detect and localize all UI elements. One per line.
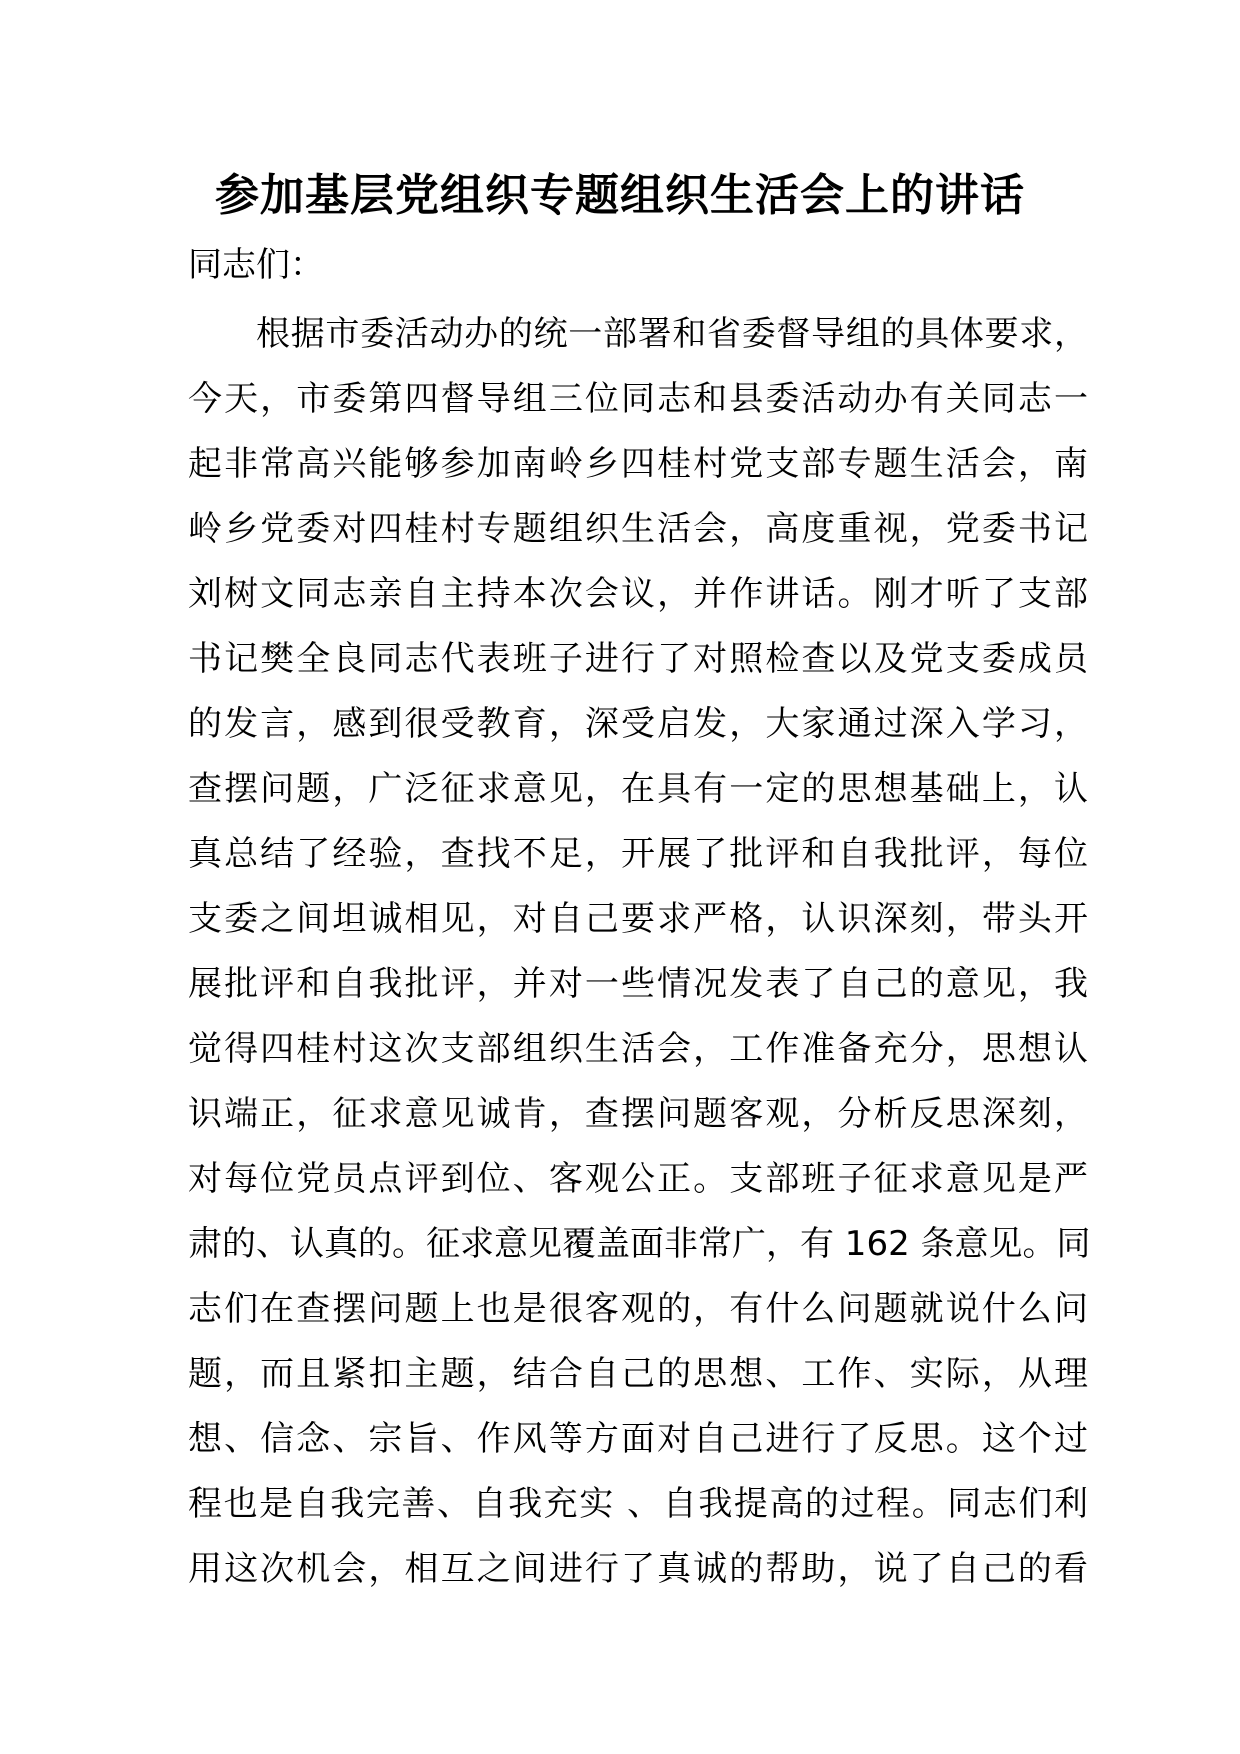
text-line: 起非常高兴能够参加南岭乡四桂村党支部专题生活会，南 [188,444,1088,484]
text-line: 书记樊全良同志代表班子进行了对照检查以及党支委成员 [188,639,1088,679]
text-line: 支委之间坦诚相见，对自己要求严格，认识深刻，带头开 [188,899,1088,939]
text-line: 岭乡党委对四桂村专题组织生活会，高度重视，党委书记 [188,509,1088,549]
body-paragraph [188,302,1091,1602]
text-line: 程也是自我完善、自我充实 、自我提高的过程。同志们利 [188,1484,1088,1524]
text-line: 根据市委活动办的统一部署和省委督导组的具体要求， [256,314,1088,354]
text-line: 今天，市委第四督导组三位同志和县委活动办有关同志一 [188,379,1088,419]
text-line: 题，而且紧扣主题，结合自己的思想、工作、实际，从理 [188,1354,1088,1394]
text-line: 刘树文同志亲自主持本次会议，并作讲话。刚才听了支部 [188,574,1088,614]
text-line: 肃的、认真的。征求意见覆盖面非常广，有 162 条意见。同 [188,1224,1091,1264]
document-title: 参加基层党组织专题组织生活会上的讲话 [215,170,1025,221]
text-line: 想、信念、宗旨、作风等方面对自己进行了反思。这个过 [188,1419,1088,1459]
text-line: 识端正，征求意见诚肯，查摆问题客观，分析反思深刻， [188,1094,1088,1134]
text-line: 查摆问题，广泛征求意见，在具有一定的思想基础上，认 [188,769,1088,809]
text-line: 觉得四桂村这次支部组织生活会，工作准备充分，思想认 [188,1029,1088,1069]
text-line: 志们在查摆问题上也是很客观的，有什么问题就说什么问 [188,1289,1088,1329]
salutation: 同志们： [188,245,324,285]
text-line: 展批评和自我批评，并对一些情况发表了自己的意见，我 [188,964,1088,1004]
text-line: 对每位党员点评到位、客观公正。支部班子征求意见是严 [188,1159,1088,1199]
text-line: 用这次机会，相互之间进行了真诚的帮助，说了自己的看 [188,1549,1088,1589]
text-line: 的发言，感到很受教育，深受启发，大家通过深入学习， [188,704,1088,744]
text-line: 真总结了经验，查找不足，开展了批评和自我批评，每位 [188,834,1088,874]
